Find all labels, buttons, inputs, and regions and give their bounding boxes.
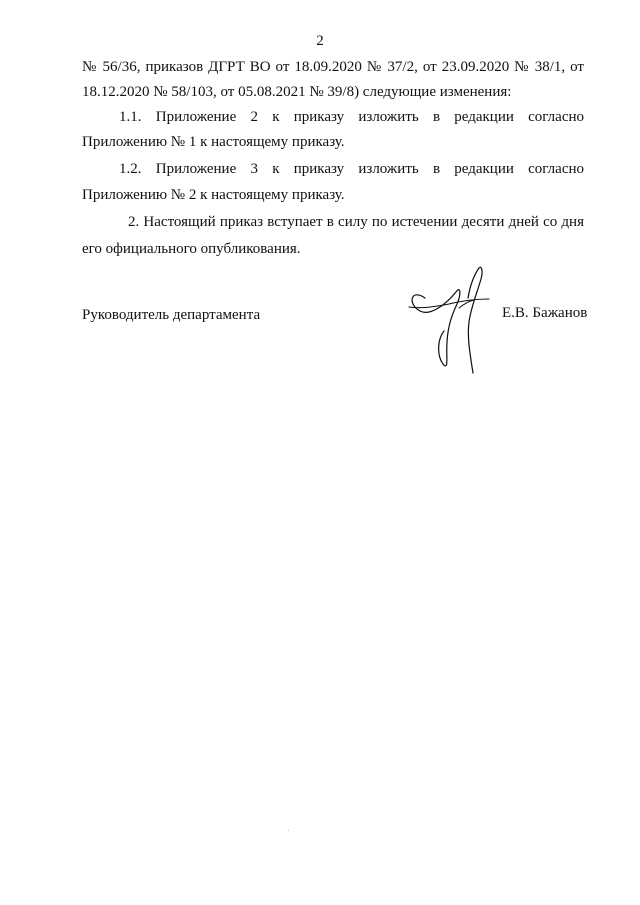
- signatory-name: Е.В. Бажанов: [502, 305, 588, 321]
- page-number: 2: [316, 33, 324, 49]
- paragraph-line: № 56/36, приказов ДГРТ ВО от 18.09.2020 № 37/2, от 23.09.2020 № 38/1, от: [82, 59, 584, 75]
- handwritten-signature: [403, 264, 498, 378]
- paragraph-line: 1.2. Приложение 3 к приказу изложить в редакции согласно: [119, 161, 584, 177]
- signatory-position: Руководитель департамента: [82, 307, 261, 323]
- scan-artifact: [288, 830, 289, 831]
- paragraph-line: 18.12.2020 № 58/103, от 05.08.2021 № 39/8) следующие изменения:: [82, 84, 512, 100]
- paragraph-line: его официального опубликования.: [82, 241, 301, 257]
- paragraph-line: 1.1. Приложение 2 к приказу изложить в редакции согласно: [119, 109, 584, 125]
- paragraph-line: Приложению № 1 к настоящему приказу.: [82, 134, 345, 150]
- paragraph-line: Приложению № 2 к настоящему приказу.: [82, 187, 345, 203]
- paragraph-line: 2. Настоящий приказ вступает в силу по истечении десяти дней со дня: [128, 214, 584, 230]
